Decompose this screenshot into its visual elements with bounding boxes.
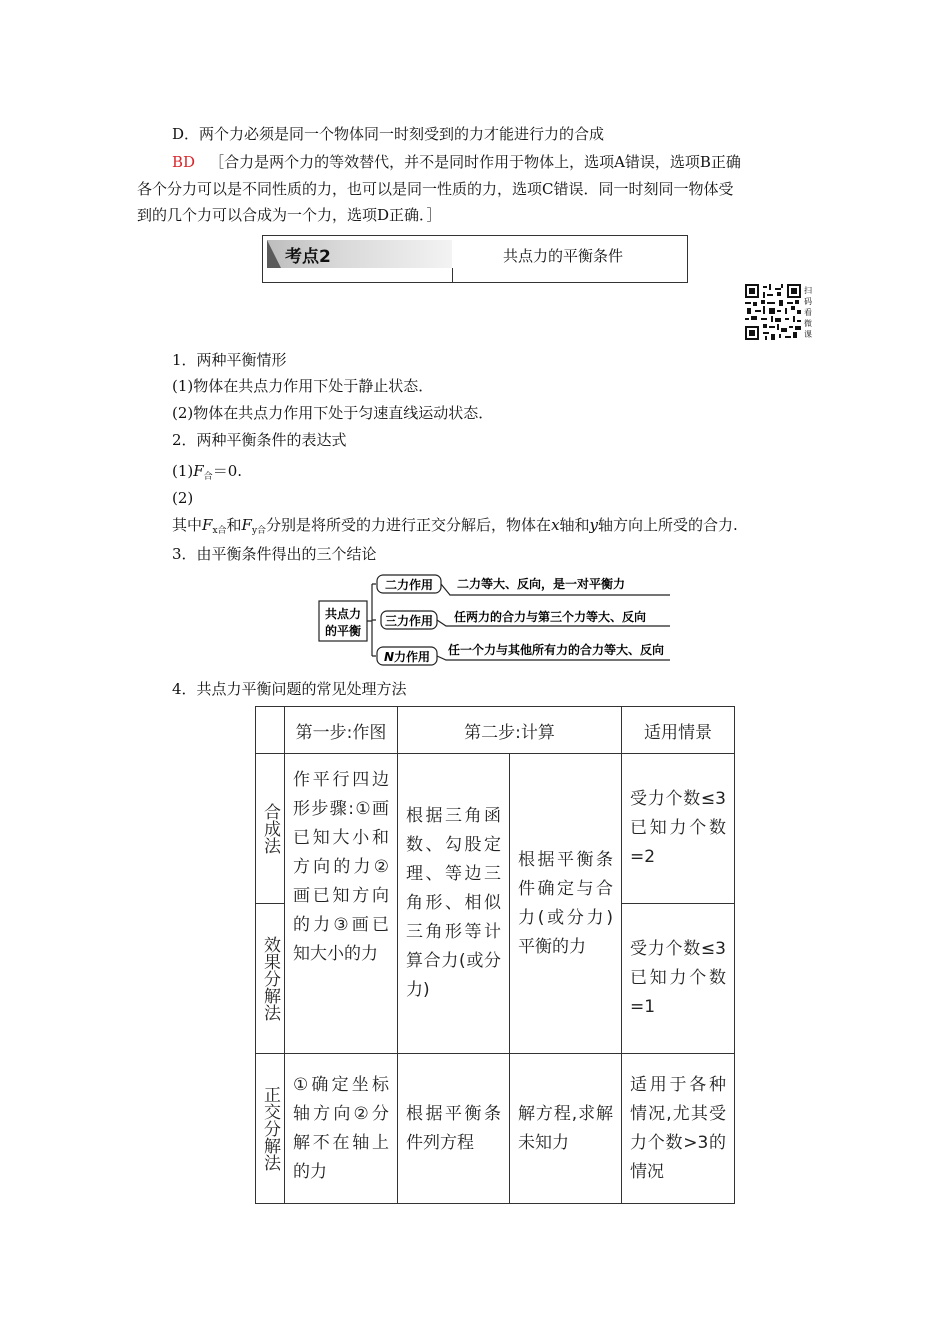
p2c-var-1: F <box>202 516 213 534</box>
answer-line-3: 到的几个力可以合成为一个力，选项D正确．］ <box>137 206 442 224</box>
draw-cell <box>285 754 398 1054</box>
method-cell <box>256 904 285 1054</box>
table-row <box>256 754 735 904</box>
p2c-text-2: 和 <box>226 516 242 534</box>
point-2c <box>172 515 738 541</box>
diagram-branch-1-text: 二力等大、反向，是一对平衡力 <box>457 577 626 591</box>
diagram-branch-3-rest: 力作用 <box>394 650 431 664</box>
section-divider <box>452 268 453 282</box>
calc2-text: 根据平衡条件确定与合力(或分力)平衡的力 <box>518 849 613 957</box>
method-label: 合成法 <box>260 803 280 854</box>
section-badge-triangle <box>267 240 281 268</box>
point-2a-sub: 合 <box>203 472 213 482</box>
p2c-sub-1: x合 <box>212 526 227 536</box>
diagram-branch-2-text: 任两力的合力与第三个力等大、反向 <box>454 610 647 624</box>
p2c-text-1: 其中 <box>172 516 203 534</box>
p2c-x: x <box>551 516 560 534</box>
point-2a-prefix: (1) <box>172 462 194 480</box>
option-d: D．两个力必须是同一个物体同一时刻受到的力才能进行力的合成 <box>172 125 605 143</box>
point-2a-rest: ＝0. <box>212 462 242 480</box>
diagram-branch-3-label <box>384 649 430 664</box>
scene-cell <box>622 904 735 1054</box>
table-row <box>256 1054 735 1204</box>
method-table <box>255 706 735 1204</box>
calc1-cell <box>398 1054 510 1204</box>
qr-code-icon[interactable] <box>745 284 801 340</box>
point-4: 4．共点力平衡问题的常见处理方法 <box>172 680 407 698</box>
table-header-row <box>256 707 735 754</box>
method-label: 效果分解法 <box>260 936 280 1021</box>
point-2b: (2) <box>172 489 194 507</box>
section-header <box>262 235 688 283</box>
point-1a: (1)物体在共点力作用下处于静止状态． <box>172 377 434 395</box>
p2c-text-4: 轴和 <box>559 516 590 534</box>
table-header-draw: 第一步:作图 <box>285 707 398 754</box>
point-2a <box>172 461 242 487</box>
equilibrium-diagram <box>318 570 678 670</box>
answer-label: BD <box>172 153 196 171</box>
p2c-text-5: 轴方向上所受的合力. <box>598 516 738 534</box>
method-cell <box>256 1054 285 1204</box>
diagram-branch-2-label: 三力作用 <box>384 614 434 628</box>
scene-text: 受力个数≤3已知力个数=2 <box>630 789 726 867</box>
table-header-scene: 适用情景 <box>622 707 735 754</box>
section-title: 共点力的平衡条件 <box>503 247 624 265</box>
table-header-blank <box>256 707 285 754</box>
calc1-cell <box>398 754 510 1054</box>
answer-text-1: ［合力是两个力的等效替代，并不是同时作用于物体上，选项A错误，选项B正确 <box>209 153 741 171</box>
answer-line-1 <box>172 152 741 172</box>
scene-cell <box>622 1054 735 1204</box>
draw-cell <box>285 1054 398 1204</box>
point-3: 3．由平衡条件得出的三个结论 <box>172 545 377 563</box>
table-header-calc: 第二步:计算 <box>398 707 622 754</box>
point-1b: (2)物体在共点力作用下处于匀速直线运动状态． <box>172 404 494 422</box>
qr-caption: 扫码看微课 <box>804 286 812 339</box>
scene-text: 受力个数≤3已知力个数=1 <box>630 939 726 1017</box>
calc2-cell <box>510 1054 622 1204</box>
method-label: 正交分解法 <box>260 1086 280 1171</box>
method-cell <box>256 754 285 904</box>
diagram-branch-1-label: 二力作用 <box>384 578 434 592</box>
calc2-text: 解方程,求解未知力 <box>518 1103 613 1153</box>
draw-text: 作平行四边形步骤:①画已知大小和方向的力②画已知方向的力③画已知大小的力 <box>293 770 389 964</box>
scene-text: 适用于各种情况,尤其受力个数>3的情况 <box>630 1074 726 1182</box>
diagram-bracket <box>367 584 376 656</box>
calc1-text: 根据平衡条件列方程 <box>406 1103 501 1153</box>
point-2a-var: F <box>193 462 204 480</box>
calc1-text: 根据三角函数、勾股定理、等边三角形、相似三角形等计算合力(或分力) <box>406 806 501 1000</box>
diagram-root-line1: 共点力 <box>324 607 362 621</box>
point-1: 1．两种平衡情形 <box>172 351 287 369</box>
scene-cell <box>622 754 735 904</box>
answer-line-2: 各个分力可以是不同性质的力，也可以是同一性质的力，选项C错误．同一时刻同一物体受 <box>137 180 734 198</box>
p2c-y: y <box>589 516 599 534</box>
p2c-text-3: 分别是将所受的力进行正交分解后，物体在 <box>266 516 552 534</box>
diagram-branch-3-text: 任一个力与其他所有力的合力等大、反向 <box>448 643 665 657</box>
draw-text: ①确定坐标轴方向②分解不在轴上的力 <box>293 1074 389 1182</box>
calc2-cell <box>510 754 622 1054</box>
point-2: 2．两种平衡条件的表达式 <box>172 431 347 449</box>
p2c-var-2: F <box>241 516 252 534</box>
section-badge: 考点2 <box>285 247 331 267</box>
diagram-branch-3-var: N <box>383 650 395 664</box>
p2c-sub-2: y合 <box>251 526 267 536</box>
diagram-root-line2: 的平衡 <box>324 624 362 638</box>
